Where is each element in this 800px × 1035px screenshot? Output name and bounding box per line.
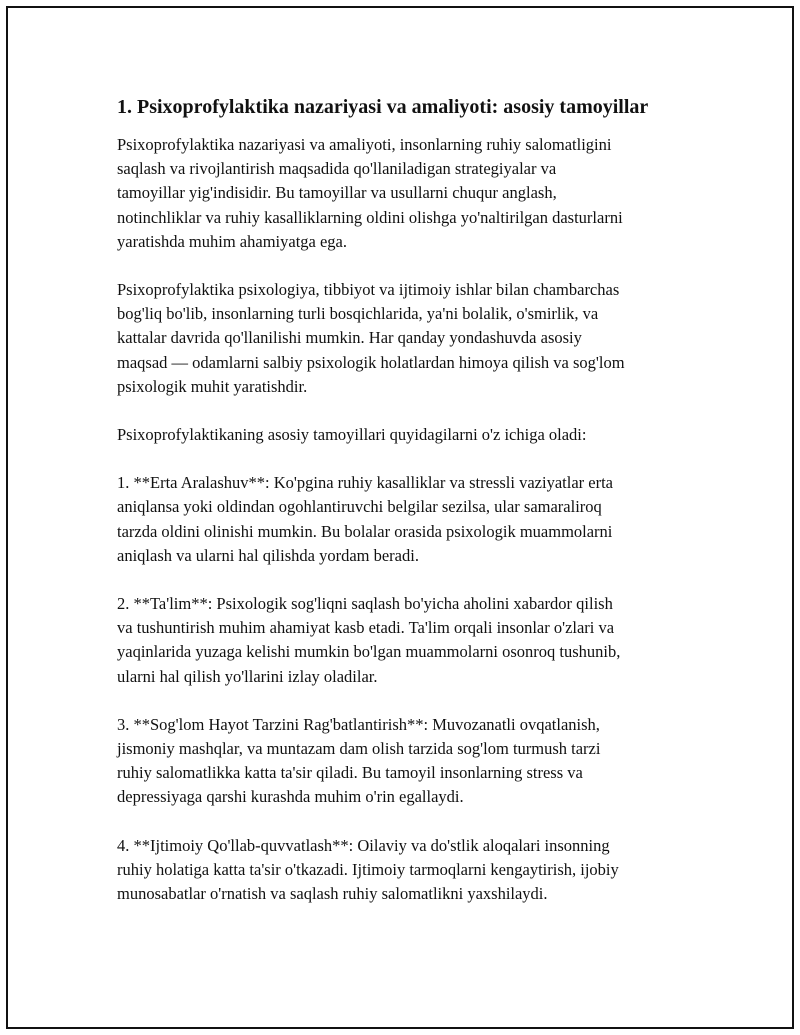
section-heading: 1. Psixoprofylaktika nazariyasi va amaliyoti: asosiy tamoyillar xyxy=(117,96,649,118)
principles-lead-paragraph: Psixoprofylaktikaning asosiy tamoyillari quyidagilarni o'z ichiga oladi: xyxy=(117,425,587,445)
principle-item-early-intervention: 1. **Erta Aralashuv**: Ko'pgina ruhiy kasalliklar va stressli vaziyatlar erta aniqlansa yoki oldindan ogohlantiruvchi belgilar sezilsa, ular samaraliroq tarzda oldini olinishi mumkin. Bu bolalar orasida psixologik muammolarni aniqlash va ularni hal qilishda yordam beradi. xyxy=(117,473,613,565)
principle-item-healthy-lifestyle: 3. **Sog'lom Hayot Tarzini Rag'batlantirish**: Muvozanatli ovqatlanish, jismoniy mashqlar, va muntazam dam olish tarzida sog'lom turmush tarzi ruhiy salomatlikka katta ta'sir qiladi. Bu tamoyil insonlarning stress va depressiyaga qarshi kurashda muhim o'rin egallaydi. xyxy=(117,714,601,807)
document-body xyxy=(117,93,697,930)
principle-item-social-support: 4. **Ijtimoiy Qo'llab-quvvatlash**: Oilaviy va do'stlik aloqalari insonning ruhiy holatiga katta ta'sir o'tkazadi. Ijtimoiy tarmoqlarni kengaytirish, ijobiy munosabatlar o'rnatish va saqlash ruhiy salomatlikni yaxshilaydi. xyxy=(117,835,619,904)
context-paragraph: Psixoprofylaktika psixologiya, tibbiyot va ijtimoiy ishlar bilan chambarchas bog'liq bo'lib, insonlarning turli bosqichlarida, ya'ni bolalik, o'smirlik, va kattalar davrida qo'llanilishi mumkin. Har qanday yondashuvda asosiy maqsad — odamlarni salbiy psixologik holatlardan himoya qilish va sog'lom psixologik muhit yaratishdir. xyxy=(117,280,625,396)
principle-item-education: 2. **Ta'lim**: Psixologik sog'liqni saqlash bo'yicha aholini xabardor qilish va tushuntirish muhim ahamiyat kasb etadi. Ta'lim orqali insonlar o'zlari va yaqinlarida yuzaga kelishi mumkin bo'lgan muammolarni osonroq tushunib, ularni hal qilish yo'llarini izlay oladilar. xyxy=(117,594,621,686)
intro-paragraph: Psixoprofylaktika nazariyasi va amaliyoti, insonlarning ruhiy salomatligini saqlash va rivojlantirish maqsadida qo'llaniladigan strategiyalar va tamoyillar yig'indisidir. Bu tamoyillar va usullarni chuqur anglash, notinchliklar va ruhiy kasalliklarning oldini olishga yo'naltirilgan dasturlarni yaratishda muhim ahamiyatga ega. xyxy=(117,135,623,251)
